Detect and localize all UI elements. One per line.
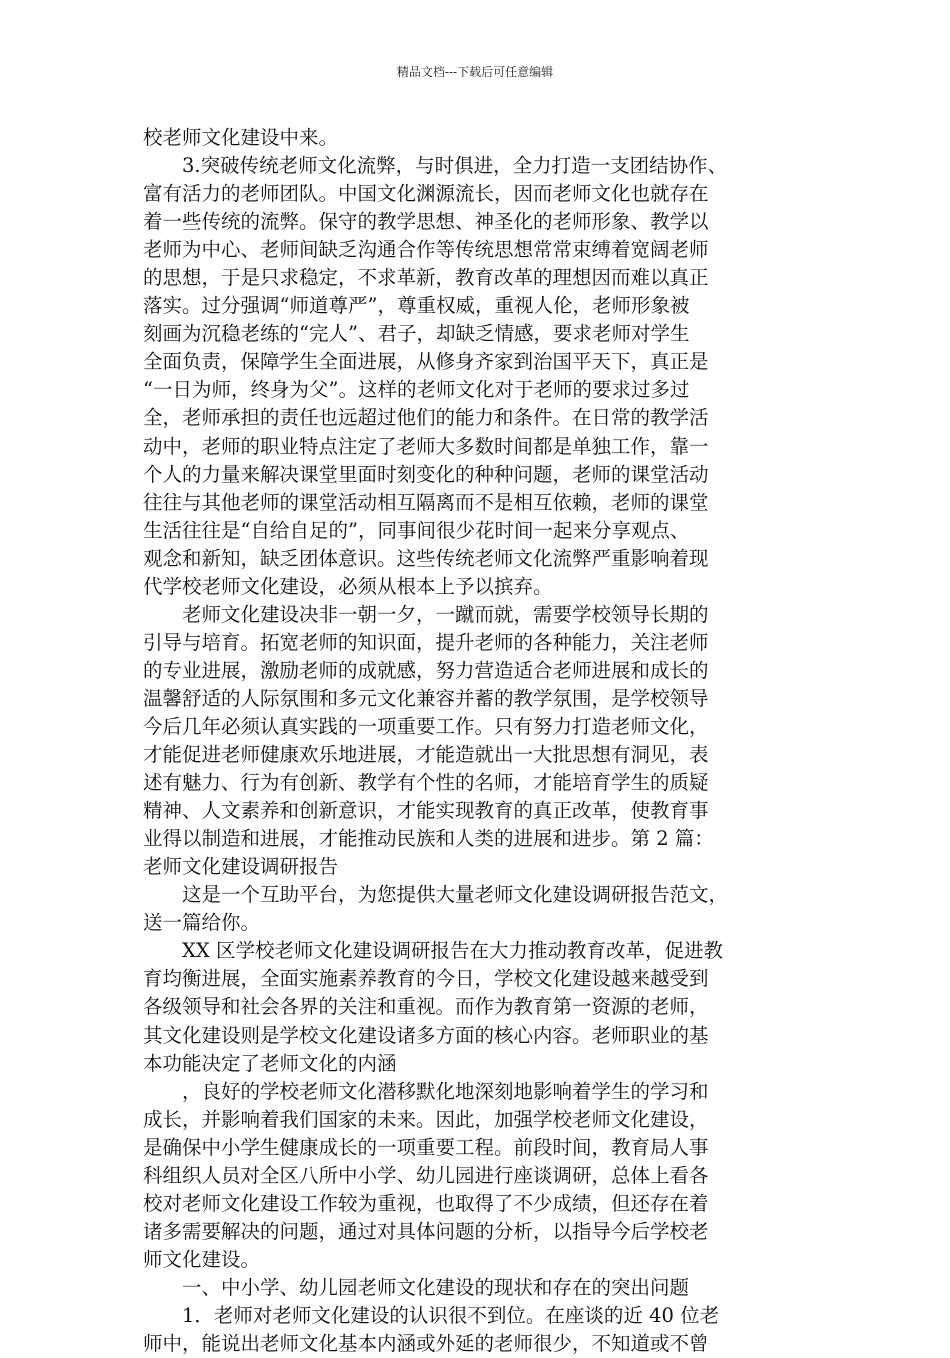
text-line: 动中，老师的职业特点注定了老师大多数时间都是单独工作，靠一 [143, 434, 709, 458]
text-line: 才能促进老师健康欢乐地进展，才能造就出一大批思想有洞见，表 [143, 743, 709, 767]
text-line: 师中，能说出老师文化基本内涵或外延的老师很少，不知道或不曾 [143, 1332, 709, 1356]
text-line: 老师文化建设调研报告 [143, 855, 339, 879]
page-header: 精品文档---下载后可任意编辑 [396, 65, 554, 79]
text-line: 送一篇给你。 [143, 911, 261, 935]
text-line: 一、中小学、幼儿园老师文化建设的现状和存在的突出问题 [182, 1275, 690, 1299]
text-line: 全，老师承担的责任也远超过他们的能力和条件。在日常的教学活 [143, 406, 709, 430]
text-line: 1．老师对老师文化建设的认识很不到位。在座谈的近 40 位老 [182, 1303, 720, 1327]
text-line: 述有魅力、行为有创新、教学有个性的名师，才能培育学生的质疑 [143, 771, 709, 795]
text-line: 校对老师文化建设工作较为重视，也取得了不少成绩，但还存在着 [143, 1191, 709, 1215]
text-line: 成长，并影响着我们国家的未来。因此，加强学校老师文化建设， [143, 1107, 709, 1131]
text-line: 诸多需要解决的问题，通过对具体问题的分析，以指导今后学校老 [143, 1219, 709, 1243]
text-line: 个人的力量来解决课堂里面时刻变化的种种问题，老师的课堂活动 [143, 462, 709, 486]
text-line: 校老师文化建设中来。 [143, 126, 339, 149]
text-line: 老师为中心、老师间缺乏沟通合作等传统思想常常束缚着宽阔老师 [143, 238, 709, 262]
text-line: 往往与其他老师的课堂活动相互隔离而不是相互依赖，老师的课堂 [143, 490, 709, 514]
text-line: 的思想，于是只求稳定，不求革新，教育改革的理想因而难以真正 [143, 266, 709, 290]
text-line: 的专业进展，激励老师的成就感，努力营造适合老师进展和成长的 [143, 658, 709, 682]
text-line: 落实。过分强调“师道尊严”，尊重权威，重视人伦，老师形象被 [143, 294, 690, 318]
text-line: 引导与培育。拓宽老师的知识面，提升老师的各种能力，关注老师 [143, 630, 709, 654]
text-line: ，良好的学校老师文化潜移默化地深刻地影响着学生的学习和 [182, 1079, 709, 1103]
text-line: 师文化建设。 [143, 1247, 261, 1271]
text-line: 其文化建设则是学校文化建设诸多方面的核心内容。老师职业的基 [143, 1023, 709, 1047]
text-line: 富有活力的老师团队。中国文化渊源流长，因而老师文化也就存在 [143, 182, 709, 206]
text-line: 本功能决定了老师文化的内涵 [143, 1051, 397, 1075]
text-line: 老师文化建设决非一朝一夕，一蹴而就，需要学校领导长期的 [182, 602, 709, 626]
text-line: 是确保中小学生健康成长的一项重要工程。前段时间，教育局人事 [143, 1135, 709, 1159]
document-body [143, 124, 811, 1358]
text-line: 3.突破传统老师文化流弊，与时俱进，全力打造一支团结协作、 [182, 154, 728, 178]
text-line: 温馨舒适的人际氛围和多元文化兼容并蓄的教学氛围，是学校领导 [143, 686, 709, 710]
text-line: 各级领导和社会各界的关注和重视。而作为教育第一资源的老师， [143, 995, 709, 1019]
text-line: “一日为师，终身为父”。这样的老师文化对于老师的要求过多过 [143, 378, 690, 402]
text-line: 精神、人文素养和创新意识，才能实现教育的真正改革，使教育事 [143, 799, 709, 823]
text-line: 着一些传统的流弊。保守的教学思想、神圣化的老师形象、教学以 [143, 210, 709, 234]
text-line: 生活往往是“自给自足的”，同事间很少花时间一起来分享观点、 [143, 518, 690, 542]
text-line: 全面负责，保障学生全面进展，从修身齐家到治国平天下，真正是 [143, 350, 709, 374]
text-line: 观念和新知，缺乏团体意识。这些传统老师文化流弊严重影响着现 [143, 546, 709, 570]
text-line: 这是一个互助平台，为您提供大量老师文化建设调研报告范文， [182, 883, 729, 907]
text-line: 科组织人员对全区八所中小学、幼儿园进行座谈调研，总体上看各 [143, 1163, 709, 1187]
text-line: 育均衡进展，全面实施素养教育的今日，学校文化建设越来越受到 [143, 967, 709, 991]
text-line: 代学校老师文化建设，必须从根本上予以摈弃。 [143, 574, 553, 598]
text-line: 业得以制造和进展，才能推动民族和人类的进展和进步。第 2 篇： [143, 827, 714, 851]
text-line: 今后几年必须认真实践的一项重要工作。只有努力打造老师文化， [143, 714, 709, 738]
text-line: 刻画为沉稳老练的“完人”、君子，却缺乏情感，要求老师对学生 [143, 322, 690, 346]
text-line: XX 区学校老师文化建设调研报告在大力推动教育改革，促进教 [182, 939, 723, 963]
